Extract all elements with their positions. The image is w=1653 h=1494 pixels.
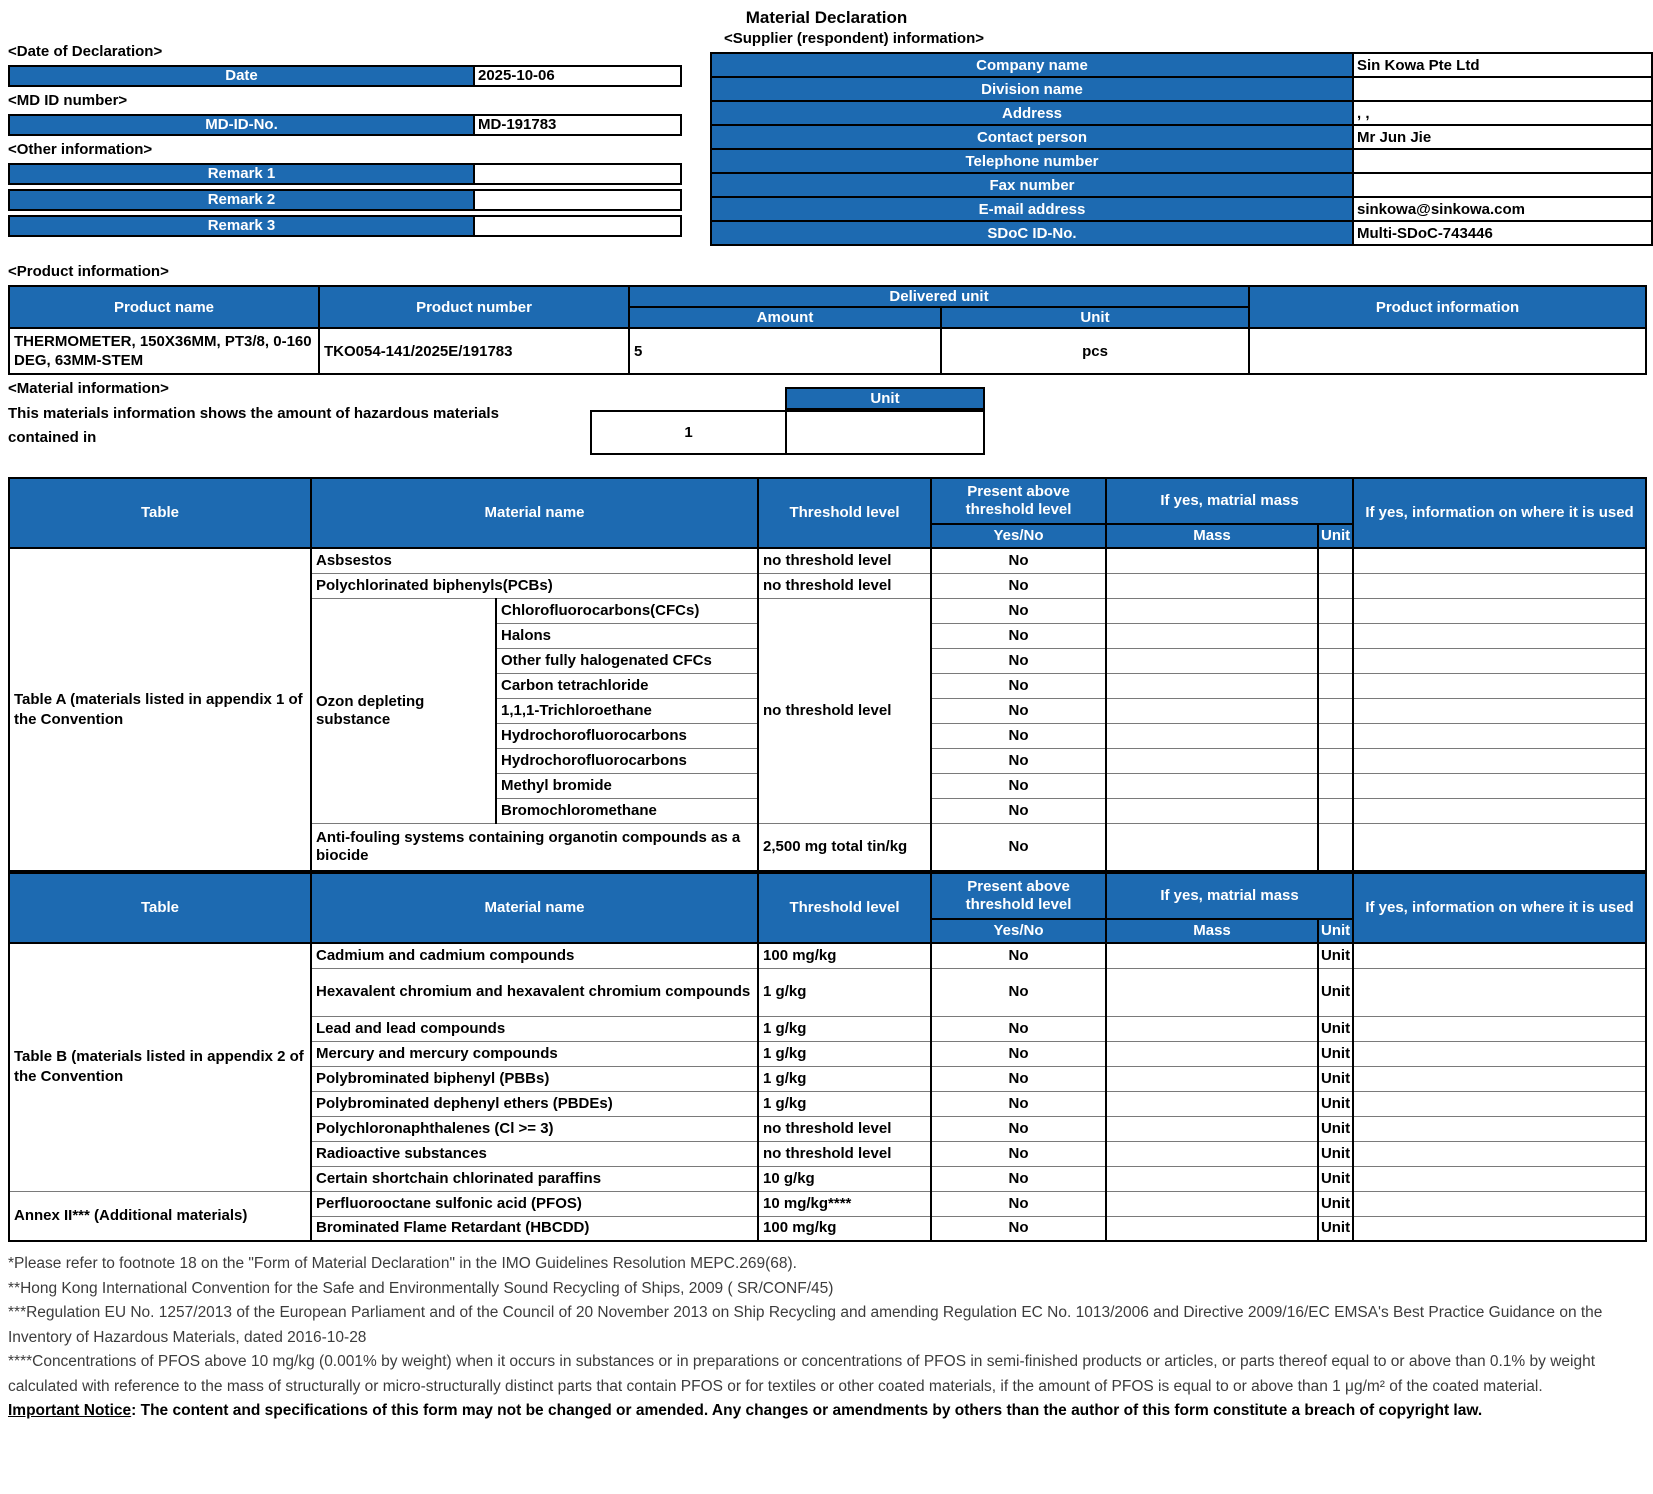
contact-person-value: Mr Jun Jie bbox=[1353, 125, 1652, 149]
unit-cell: Unit bbox=[1318, 943, 1353, 968]
present-cell: No bbox=[931, 673, 1106, 698]
threshold-cell: 2,500 mg total tin/kg bbox=[758, 823, 931, 871]
unit-cell: Unit bbox=[1318, 1016, 1353, 1041]
info-cell bbox=[1353, 1216, 1646, 1241]
col-mass: Mass bbox=[1106, 919, 1318, 943]
supplier-row bbox=[711, 173, 1652, 197]
col-threshold: Threshold level bbox=[758, 478, 931, 548]
division-name-label: Division name bbox=[711, 77, 1353, 101]
present-cell: No bbox=[931, 598, 1106, 623]
supplier-row bbox=[711, 53, 1652, 77]
unit-cell bbox=[1318, 598, 1353, 623]
info-cell bbox=[1353, 1066, 1646, 1091]
supplier-row bbox=[711, 221, 1652, 245]
present-cell: No bbox=[931, 1091, 1106, 1116]
material-name-cell: Polybrominated dephenyl ethers (PBDEs) bbox=[311, 1091, 758, 1116]
present-cell: No bbox=[931, 548, 1106, 573]
col-table: Table bbox=[9, 873, 311, 943]
threshold-cell: 100 mg/kg bbox=[758, 1216, 931, 1241]
info-cell bbox=[1353, 1116, 1646, 1141]
threshold-cell: 10 g/kg bbox=[758, 1166, 931, 1191]
company-name-value: Sin Kowa Pte Ltd bbox=[1353, 53, 1652, 77]
product-number-header: Product number bbox=[319, 286, 629, 328]
present-cell: No bbox=[931, 1166, 1106, 1191]
present-cell: No bbox=[931, 1116, 1106, 1141]
mass-cell bbox=[1106, 1066, 1318, 1091]
threshold-cell: no threshold level bbox=[758, 1141, 931, 1166]
product-table bbox=[8, 285, 1647, 375]
supplier-row bbox=[711, 197, 1652, 221]
remark2-value bbox=[475, 189, 682, 211]
info-cell bbox=[1353, 648, 1646, 673]
mass-cell bbox=[1106, 798, 1318, 823]
info-cell bbox=[1353, 623, 1646, 648]
supplier-heading: <Supplier (respondent) information> bbox=[724, 30, 985, 47]
threshold-cell: no threshold level bbox=[758, 1116, 931, 1141]
mass-cell bbox=[1106, 573, 1318, 598]
product-header-row1 bbox=[9, 286, 1646, 307]
present-cell: No bbox=[931, 573, 1106, 598]
table-row bbox=[9, 548, 1646, 573]
col-unit: Unit bbox=[1318, 524, 1353, 548]
product-heading: <Product information> bbox=[8, 263, 169, 280]
present-cell: No bbox=[931, 1191, 1106, 1216]
present-cell: No bbox=[931, 1041, 1106, 1066]
mass-cell bbox=[1106, 1091, 1318, 1116]
info-cell bbox=[1353, 673, 1646, 698]
remark1-label: Remark 1 bbox=[8, 163, 475, 185]
remark2-label: Remark 2 bbox=[8, 189, 475, 211]
important-notice bbox=[8, 1399, 1642, 1424]
other-info-heading: <Other information> bbox=[8, 141, 153, 158]
md-id-row bbox=[8, 114, 682, 136]
info-cell bbox=[1353, 1016, 1646, 1041]
col-mass: Mass bbox=[1106, 524, 1318, 548]
md-id-heading: <MD ID number> bbox=[8, 92, 128, 109]
present-cell: No bbox=[931, 773, 1106, 798]
email-label: E-mail address bbox=[711, 197, 1353, 221]
threshold-cell: 1 g/kg bbox=[758, 1091, 931, 1116]
mass-cell bbox=[1106, 1166, 1318, 1191]
material-name-cell: Asbsestos bbox=[311, 548, 758, 573]
info-cell bbox=[1353, 548, 1646, 573]
material-name-cell: Halons bbox=[496, 623, 758, 648]
ozone-group-cell: Ozon depleting substance bbox=[311, 598, 496, 823]
present-cell: No bbox=[931, 623, 1106, 648]
unit-cell bbox=[1318, 623, 1353, 648]
present-cell: No bbox=[931, 968, 1106, 1016]
col-material-name: Material name bbox=[311, 873, 758, 943]
material-name-cell: Chlorofluorocarbons(CFCs) bbox=[496, 598, 758, 623]
material-name-cell: Mercury and mercury compounds bbox=[311, 1041, 758, 1066]
col-yesno: Yes/No bbox=[931, 524, 1106, 548]
present-cell: No bbox=[931, 798, 1106, 823]
col-info-where-used: If yes, information on where it is used bbox=[1353, 873, 1646, 943]
mass-cell bbox=[1106, 1216, 1318, 1241]
info-cell bbox=[1353, 1191, 1646, 1216]
mass-cell bbox=[1106, 1141, 1318, 1166]
delivered-unit-header: Delivered unit bbox=[629, 286, 1249, 307]
important-notice-label: Important Notice bbox=[8, 1402, 132, 1419]
unit-cell: Unit bbox=[1318, 1141, 1353, 1166]
mass-cell bbox=[1106, 943, 1318, 968]
date-of-declaration-heading: <Date of Declaration> bbox=[8, 43, 163, 60]
remark-row bbox=[8, 215, 682, 237]
threshold-cell: no threshold level bbox=[758, 548, 931, 573]
md-id-label: MD-ID-No. bbox=[8, 114, 475, 136]
mass-cell bbox=[1106, 1016, 1318, 1041]
table-row bbox=[9, 943, 1646, 968]
product-data-row bbox=[9, 328, 1646, 374]
info-cell bbox=[1353, 748, 1646, 773]
material-name-cell: Lead and lead compounds bbox=[311, 1016, 758, 1041]
material-name-cell: Polybrominated biphenyl (PBBs) bbox=[311, 1066, 758, 1091]
md-id-value: MD-191783 bbox=[475, 114, 682, 136]
unit-cell bbox=[1318, 573, 1353, 598]
material-name-cell: Brominated Flame Retardant (HBCDD) bbox=[311, 1216, 758, 1241]
mass-cell bbox=[1106, 1116, 1318, 1141]
unit-cell bbox=[1318, 648, 1353, 673]
info-cell bbox=[1353, 723, 1646, 748]
info-cell bbox=[1353, 773, 1646, 798]
col-threshold: Threshold level bbox=[758, 873, 931, 943]
material-name-cell: Bromochloromethane bbox=[496, 798, 758, 823]
info-cell bbox=[1353, 798, 1646, 823]
footnote: *Please refer to footnote 18 on the "Form of Material Declaration" in the IMO Guidelines Resolution MEPC.269(68). bbox=[8, 1255, 797, 1272]
amount-cell: 5 bbox=[629, 328, 941, 374]
threshold-cell: 1 g/kg bbox=[758, 1016, 931, 1041]
material-info-section bbox=[8, 381, 1653, 477]
col-table: Table bbox=[9, 478, 311, 548]
threshold-cell: 1 g/kg bbox=[758, 1066, 931, 1091]
date-row bbox=[8, 65, 682, 87]
col-unit: Unit bbox=[1318, 919, 1353, 943]
unit-cell bbox=[1318, 723, 1353, 748]
unit-cell bbox=[1318, 673, 1353, 698]
col-yesno: Yes/No bbox=[931, 919, 1106, 943]
threshold-cell: 1 g/kg bbox=[758, 968, 931, 1016]
unit-cell: Unit bbox=[1318, 1216, 1353, 1241]
supplier-row bbox=[711, 77, 1652, 101]
sdoc-id-value: Multi-SDoC-743446 bbox=[1353, 221, 1652, 245]
col-present: Present above threshold level bbox=[931, 873, 1106, 919]
product-info-cell bbox=[1249, 328, 1646, 374]
annex-label: Annex II*** (Additional materials) bbox=[9, 1191, 311, 1241]
table-a-header-row1 bbox=[9, 478, 1646, 524]
info-cell bbox=[1353, 823, 1646, 871]
material-info-heading: <Material information> bbox=[8, 380, 169, 397]
material-name-cell: Hydrochorofluorocarbons bbox=[496, 723, 758, 748]
present-cell: No bbox=[931, 943, 1106, 968]
unit-cell: Unit bbox=[1318, 968, 1353, 1016]
col-info-where-used: If yes, information on where it is used bbox=[1353, 478, 1646, 548]
date-value: 2025-10-06 bbox=[475, 65, 682, 87]
info-cell bbox=[1353, 698, 1646, 723]
footnote: ***Regulation EU No. 1257/2013 of the European Parliament and of the Council of 20 November 2013 on Ship Recycling and amending Regulation EC No. 1013/2006 and Directive 2009/16/EC EMSA's Best Practice Guidance on the Inventory of Hazardous Materials, dated 2016-10-28 bbox=[8, 1304, 1603, 1346]
product-name-cell: THERMOMETER, 150X36MM, PT3/8, 0-160 DEG, 63MM-STEM bbox=[9, 328, 319, 374]
telephone-value bbox=[1353, 149, 1652, 173]
table-a bbox=[8, 477, 1647, 872]
table-b-label: Table B (materials listed in appendix 2 of the Convention bbox=[9, 943, 311, 1191]
material-info-description: This materials information shows the amount of hazardous materials contained in bbox=[8, 405, 499, 446]
info-cell bbox=[1353, 1041, 1646, 1066]
info-cell bbox=[1353, 1166, 1646, 1191]
unit-cell bbox=[1318, 773, 1353, 798]
mass-cell bbox=[1106, 673, 1318, 698]
supplier-row bbox=[711, 125, 1652, 149]
sdoc-id-label: SDoC ID-No. bbox=[711, 221, 1353, 245]
supplier-row bbox=[711, 101, 1652, 125]
table-b bbox=[8, 872, 1647, 1242]
unit-cell bbox=[1318, 748, 1353, 773]
threshold-cell: 1 g/kg bbox=[758, 1041, 931, 1066]
mass-cell bbox=[1106, 548, 1318, 573]
unit-cell: Unit bbox=[1318, 1041, 1353, 1066]
amount-header: Amount bbox=[629, 307, 941, 328]
product-info-header: Product information bbox=[1249, 286, 1646, 328]
address-label: Address bbox=[711, 101, 1353, 125]
supplier-table bbox=[710, 52, 1653, 246]
threshold-cell: no threshold level bbox=[758, 598, 931, 823]
col-if-yes-mass: If yes, matrial mass bbox=[1106, 873, 1353, 919]
mass-cell bbox=[1106, 648, 1318, 673]
material-name-cell: Hexavalent chromium and hexavalent chromium compounds bbox=[311, 968, 758, 1016]
important-notice-text: : The content and specifications of this form may not be changed or amended. Any changes or amendments by others than the author of this form constitute a breach of copyright law. bbox=[131, 1402, 1483, 1419]
col-present: Present above threshold level bbox=[931, 478, 1106, 524]
unit-cell bbox=[1318, 798, 1353, 823]
material-name-cell: Cadmium and cadmium compounds bbox=[311, 943, 758, 968]
declaration-meta-block bbox=[8, 44, 682, 237]
unit-cell: Unit bbox=[1318, 1191, 1353, 1216]
material-name-cell: Methyl bromide bbox=[496, 773, 758, 798]
material-name-cell: Anti-fouling systems containing organotin compounds as a biocide bbox=[311, 823, 758, 871]
footnote: **Hong Kong International Convention for the Safe and Environmentally Sound Recycling of Ships, 2009 ( SR/CONF/45) bbox=[8, 1279, 834, 1297]
info-cell bbox=[1353, 968, 1646, 1016]
mass-cell bbox=[1106, 598, 1318, 623]
supplier-row bbox=[711, 149, 1652, 173]
contact-person-label: Contact person bbox=[711, 125, 1353, 149]
unit-cell bbox=[1318, 548, 1353, 573]
threshold-cell: 100 mg/kg bbox=[758, 943, 931, 968]
product-section bbox=[8, 264, 1653, 375]
table-b-header-row1 bbox=[9, 873, 1646, 919]
material-amount-box: 1 bbox=[590, 410, 787, 455]
material-name-cell: Radioactive substances bbox=[311, 1141, 758, 1166]
material-name-cell: 1,1,1-Trichloroethane bbox=[496, 698, 758, 723]
unit-header: Unit bbox=[941, 307, 1249, 328]
material-name-cell: Perfluorooctane sulfonic acid (PFOS) bbox=[311, 1191, 758, 1216]
mass-cell bbox=[1106, 823, 1318, 871]
remark3-label: Remark 3 bbox=[8, 215, 475, 237]
info-cell bbox=[1353, 598, 1646, 623]
remark3-value bbox=[475, 215, 682, 237]
unit-cell bbox=[1318, 698, 1353, 723]
col-if-yes-mass: If yes, matrial mass bbox=[1106, 478, 1353, 524]
present-cell: No bbox=[931, 648, 1106, 673]
present-cell: No bbox=[931, 1141, 1106, 1166]
material-name-cell: Carbon tetrachloride bbox=[496, 673, 758, 698]
present-cell: No bbox=[931, 823, 1106, 871]
material-name-cell: Polychloronaphthalenes (Cl >= 3) bbox=[311, 1116, 758, 1141]
footnote: ****Concentrations of PFOS above 10 mg/kg (0.001% by weight) when it occurs in substances or in preparations or concentrations of PFOS in semi-finished products or articles, or parts thereof equal to or above than 0.1% by weight calculated with reference to the mass of structurally or micro-structurally distinct parts that contain PFOS or for textiles or other coated materials, if the amount of PFOS is equal to or above than 1 μg/m² of the coated material. bbox=[8, 1353, 1595, 1395]
present-cell: No bbox=[931, 1066, 1106, 1091]
unit-cell: Unit bbox=[1318, 1091, 1353, 1116]
mass-cell bbox=[1106, 968, 1318, 1016]
page-title: Material Declaration bbox=[745, 8, 908, 27]
company-name-label: Company name bbox=[711, 53, 1353, 77]
material-name-cell: Certain shortchain chlorinated paraffins bbox=[311, 1166, 758, 1191]
mass-cell bbox=[1106, 623, 1318, 648]
present-cell: No bbox=[931, 1216, 1106, 1241]
division-name-value bbox=[1353, 77, 1652, 101]
unit-cell: pcs bbox=[941, 328, 1249, 374]
fax-label: Fax number bbox=[711, 173, 1353, 197]
threshold-cell: no threshold level bbox=[758, 573, 931, 598]
material-name-cell: Hydrochorofluorocarbons bbox=[496, 748, 758, 773]
threshold-cell: 10 mg/kg**** bbox=[758, 1191, 931, 1216]
present-cell: No bbox=[931, 748, 1106, 773]
mass-cell bbox=[1106, 748, 1318, 773]
material-name-cell: Polychlorinated biphenyls(PCBs) bbox=[311, 573, 758, 598]
present-cell: No bbox=[931, 723, 1106, 748]
address-value: , , bbox=[1353, 101, 1652, 125]
mass-cell bbox=[1106, 698, 1318, 723]
material-unit-box bbox=[785, 410, 985, 455]
remark-row bbox=[8, 163, 682, 185]
remark1-value bbox=[475, 163, 682, 185]
material-unit-header: Unit bbox=[785, 387, 985, 410]
unit-cell: Unit bbox=[1318, 1066, 1353, 1091]
email-value: sinkowa@sinkowa.com bbox=[1353, 197, 1652, 221]
material-name-cell: Other fully halogenated CFCs bbox=[496, 648, 758, 673]
product-name-header: Product name bbox=[9, 286, 319, 328]
top-area bbox=[0, 0, 1653, 258]
telephone-label: Telephone number bbox=[711, 149, 1353, 173]
table-a-label: Table A (materials listed in appendix 1 of the Convention bbox=[9, 548, 311, 871]
info-cell bbox=[1353, 573, 1646, 598]
product-number-cell: TKO054-141/2025E/191783 bbox=[319, 328, 629, 374]
mass-cell bbox=[1106, 1041, 1318, 1066]
unit-cell: Unit bbox=[1318, 1166, 1353, 1191]
mass-cell bbox=[1106, 773, 1318, 798]
unit-cell: Unit bbox=[1318, 1116, 1353, 1141]
info-cell bbox=[1353, 943, 1646, 968]
col-material-name: Material name bbox=[311, 478, 758, 548]
supplier-block bbox=[710, 31, 1653, 246]
info-cell bbox=[1353, 1091, 1646, 1116]
date-label: Date bbox=[8, 65, 475, 87]
unit-cell bbox=[1318, 823, 1353, 871]
remark-row bbox=[8, 189, 682, 211]
present-cell: No bbox=[931, 1016, 1106, 1041]
fax-value bbox=[1353, 173, 1652, 197]
mass-cell bbox=[1106, 723, 1318, 748]
info-cell bbox=[1353, 1141, 1646, 1166]
table-row bbox=[9, 1191, 1646, 1216]
mass-cell bbox=[1106, 1191, 1318, 1216]
footnotes bbox=[8, 1252, 1642, 1424]
present-cell: No bbox=[931, 698, 1106, 723]
